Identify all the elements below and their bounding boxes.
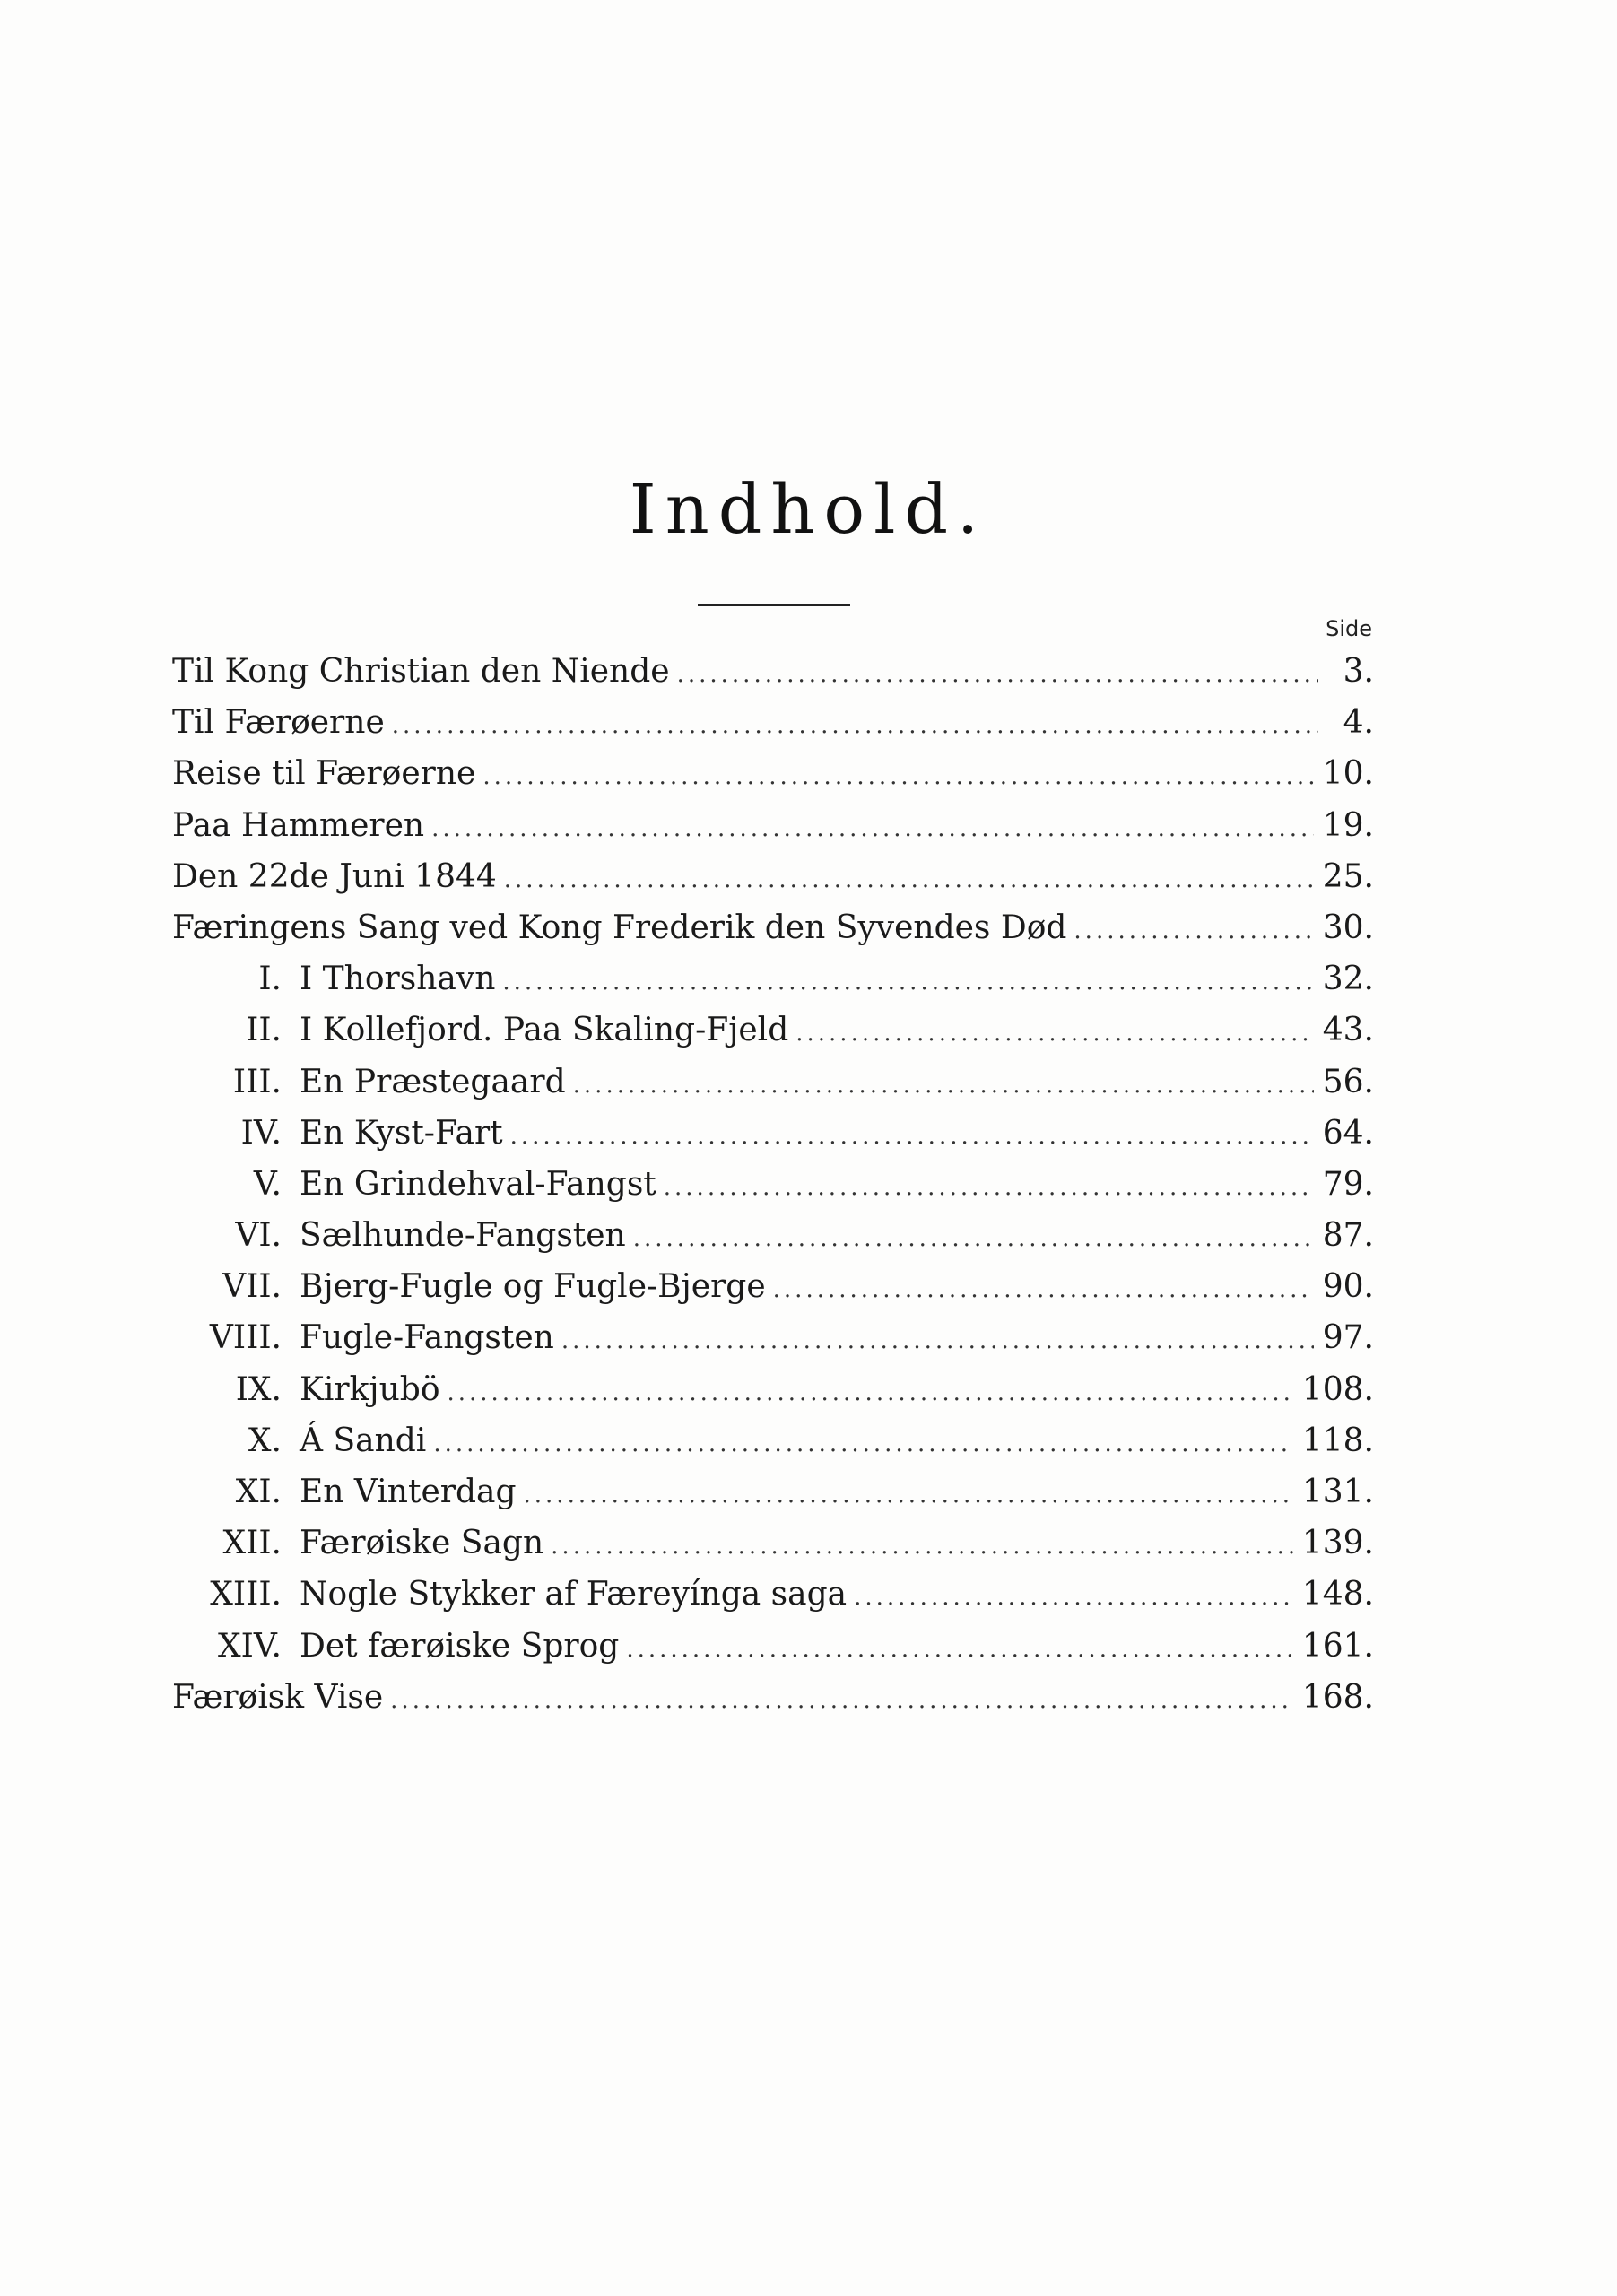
toc-entry xyxy=(172,1057,1374,1108)
toc-entry-title: Til Kong Christian den Niende xyxy=(172,653,670,690)
toc-entry-page: 25. xyxy=(1322,857,1374,895)
dot-leader xyxy=(561,1316,1314,1367)
dot-leader xyxy=(795,1008,1313,1059)
toc-entry xyxy=(172,1261,1374,1312)
toc-entry xyxy=(172,1159,1374,1210)
toc-entry-page: 97. xyxy=(1322,1319,1374,1357)
toc-entry-title: Færøisk Vise xyxy=(172,1678,384,1716)
chapter-numeral: XII. xyxy=(222,1525,282,1562)
chapter-numeral: II. xyxy=(246,1012,282,1049)
chapter-numeral: XIV. xyxy=(218,1627,282,1665)
toc-entry-title: I Kollefjord. Paa Skaling-Fjeld xyxy=(300,1012,789,1049)
chapter-numeral: III. xyxy=(232,1063,282,1100)
toc-entry-page: 10. xyxy=(1322,755,1374,793)
toc-entry xyxy=(172,1569,1374,1620)
toc-entry xyxy=(172,748,1374,799)
dot-leader xyxy=(392,700,1318,752)
dot-leader xyxy=(390,1675,1293,1726)
chapter-numeral: X. xyxy=(248,1422,282,1459)
toc-entry-page: 118. xyxy=(1301,1422,1374,1459)
dot-leader xyxy=(1074,906,1313,957)
dot-leader xyxy=(677,649,1318,700)
toc-entry-title: Den 22de Juni 1844 xyxy=(172,857,497,895)
toc-entry xyxy=(172,1672,1374,1723)
dot-leader xyxy=(433,1419,1293,1470)
toc-entry xyxy=(172,1518,1374,1569)
toc-entry-title: En Grindehval-Fangst xyxy=(300,1165,656,1203)
toc-entry xyxy=(172,1108,1374,1159)
toc-entry-title: I Thorshavn xyxy=(300,961,496,998)
toc-entry xyxy=(172,1466,1374,1518)
dot-leader xyxy=(448,1368,1293,1419)
toc-entry xyxy=(172,902,1374,953)
toc-entry-title: Kirkjubö xyxy=(300,1370,440,1408)
toc-entry xyxy=(172,1004,1374,1056)
dot-leader xyxy=(431,804,1314,855)
toc-entry-page: 3. xyxy=(1343,653,1374,690)
dot-leader xyxy=(510,1111,1314,1162)
chapter-numeral: XIII. xyxy=(210,1576,282,1613)
toc-entry-title: Reise til Færøerne xyxy=(172,755,476,793)
title-rule xyxy=(698,604,850,606)
toc-entry-page: 19. xyxy=(1322,806,1374,844)
toc-entry-page: 56. xyxy=(1322,1063,1374,1100)
toc-entry-title: Bjerg-Fugle og Fugle-Bjerge xyxy=(300,1268,766,1306)
toc-entry-page: 87. xyxy=(1322,1217,1374,1255)
toc-entry-page: 43. xyxy=(1322,1012,1374,1049)
toc-entry xyxy=(172,1621,1374,1672)
toc-entry xyxy=(172,953,1374,1004)
toc-entry-title: En Præstegaard xyxy=(300,1063,566,1100)
table-of-contents xyxy=(172,646,1374,1723)
toc-entry-page: 139. xyxy=(1301,1525,1374,1562)
toc-entry-page: 79. xyxy=(1322,1165,1374,1203)
toc-entry xyxy=(172,697,1374,748)
dot-leader xyxy=(551,1521,1293,1572)
toc-entry xyxy=(172,646,1374,697)
toc-entry-title: Nogle Stykker af Færeyínga saga xyxy=(300,1576,848,1613)
toc-entry-title: Det færøiske Sprog xyxy=(300,1627,620,1665)
toc-entry xyxy=(172,851,1374,902)
dot-leader xyxy=(504,855,1314,906)
toc-entry-title: En Vinterdag xyxy=(300,1474,517,1510)
toc-entry-title: Sælhunde-Fangsten xyxy=(300,1217,626,1255)
toc-entry xyxy=(172,1364,1374,1415)
dot-leader xyxy=(773,1265,1314,1316)
toc-entry-title: Færingens Sang ved Kong Frederik den Syvendes Død xyxy=(172,909,1067,946)
dot-leader xyxy=(664,1162,1314,1213)
toc-entry-page: 64. xyxy=(1322,1114,1374,1152)
chapter-numeral: V. xyxy=(253,1165,282,1203)
toc-entry-page: 168. xyxy=(1301,1678,1374,1716)
dot-leader xyxy=(502,957,1313,1008)
chapter-numeral: XI. xyxy=(235,1474,282,1510)
toc-entry-title: Til Færøerne xyxy=(172,704,385,742)
chapter-numeral: VIII. xyxy=(209,1319,282,1357)
toc-entry-page: 148. xyxy=(1301,1576,1374,1613)
dot-leader xyxy=(524,1470,1293,1521)
toc-entry xyxy=(172,1210,1374,1261)
toc-entry-title: Fugle-Fangsten xyxy=(300,1319,554,1357)
chapter-numeral: VII. xyxy=(222,1268,282,1306)
dot-leader xyxy=(626,1624,1293,1675)
page-title: Indhold. xyxy=(629,469,988,549)
dot-leader xyxy=(633,1213,1314,1265)
chapter-numeral: VI. xyxy=(235,1217,282,1255)
dot-leader xyxy=(854,1572,1293,1623)
toc-entry-page: 131. xyxy=(1301,1474,1374,1510)
toc-entry-page: 32. xyxy=(1322,961,1374,998)
dot-leader xyxy=(573,1060,1314,1111)
toc-entry-page: 108. xyxy=(1301,1370,1374,1408)
chapter-numeral: IV. xyxy=(240,1114,282,1152)
dot-leader xyxy=(482,752,1313,803)
toc-entry xyxy=(172,800,1374,851)
toc-entry-page: 4. xyxy=(1343,704,1374,742)
toc-entry-page: 30. xyxy=(1322,909,1374,946)
toc-entry-title: Paa Hammeren xyxy=(172,806,425,844)
chapter-numeral: IX. xyxy=(235,1370,282,1408)
toc-entry-title: Færøiske Sagn xyxy=(300,1525,544,1562)
toc-entry-page: 90. xyxy=(1322,1268,1374,1306)
toc-entry-page: 161. xyxy=(1301,1627,1374,1665)
toc-entry xyxy=(172,1312,1374,1363)
chapter-numeral: I. xyxy=(258,961,282,998)
page-column-label: Side xyxy=(1326,616,1372,641)
toc-entry-title: En Kyst-Fart xyxy=(300,1114,503,1152)
toc-entry xyxy=(172,1415,1374,1466)
toc-entry-title: Á Sandi xyxy=(300,1422,427,1459)
